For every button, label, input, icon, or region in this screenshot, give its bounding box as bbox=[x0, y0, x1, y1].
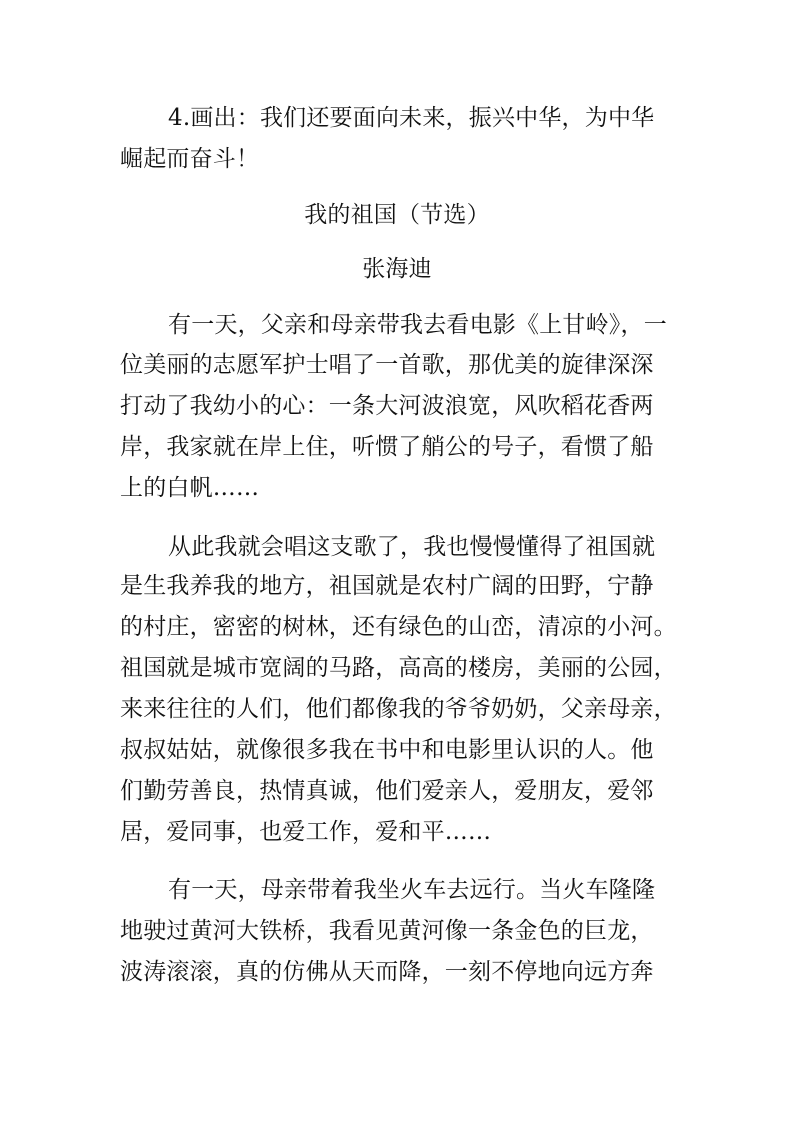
paragraph-3-line-1: 有一天，母亲带着我坐火车去远行。当火车隆隆 bbox=[168, 877, 656, 903]
paragraph-1-line-2: 位美丽的志愿军护士唱了一首歌，那优美的旋律深深 bbox=[120, 352, 654, 378]
article-title: 我的祖国（节选） bbox=[304, 202, 490, 228]
paragraph-2-line-5: 来来往往的人们，他们都像我的爷爷奶奶，父亲母亲， bbox=[120, 696, 677, 722]
intro-line-2: 崛起而奋斗！ bbox=[120, 146, 260, 172]
paragraph-2-line-4: 祖国就是城市宽阔的马路，高高的楼房，美丽的公园， bbox=[120, 655, 677, 681]
paragraph-3-line-2: 地驶过黄河大铁桥，我看见黄河像一条金色的巨龙， bbox=[120, 918, 654, 944]
paragraph-1-line-1: 有一天，父亲和母亲带我去看电影《上甘岭》，一 bbox=[168, 312, 667, 338]
paragraph-2-line-1: 从此我就会唱这支歌了，我也慢慢懂得了祖国就 bbox=[168, 534, 656, 560]
intro-line-1: 4.画出：我们还要面向未来，振兴中华，为中华 bbox=[168, 105, 655, 131]
paragraph-1-line-3: 打动了我幼小的心：一条大河波浪宽，风吹稻花香两 bbox=[120, 393, 654, 419]
paragraph-2-line-8: 居，爱同事，也爱工作，爱和平…… bbox=[120, 819, 492, 845]
paragraph-1-line-4: 岸，我家就在岸上住，听惯了艄公的号子，看惯了船 bbox=[120, 434, 654, 460]
paragraph-2-line-6: 叔叔姑姑，就像很多我在书中和电影里认识的人。他 bbox=[120, 737, 654, 763]
paragraph-2-line-3: 的村庄，密密的树林，还有绿色的山峦，清凉的小河。 bbox=[120, 614, 677, 640]
paragraph-2-line-7: 们勤劳善良，热情真诚，他们爱亲人，爱朋友，爱邻 bbox=[120, 778, 654, 804]
paragraph-3-line-3: 波涛滚滚，真的仿佛从天而降，一刻不停地向远方奔 bbox=[120, 959, 654, 985]
paragraph-2-line-2: 是生我养我的地方，祖国就是农村广阔的田野，宁静 bbox=[120, 573, 654, 599]
paragraph-1-line-5: 上的白帆…… bbox=[120, 475, 260, 501]
article-author: 张海迪 bbox=[362, 256, 432, 282]
